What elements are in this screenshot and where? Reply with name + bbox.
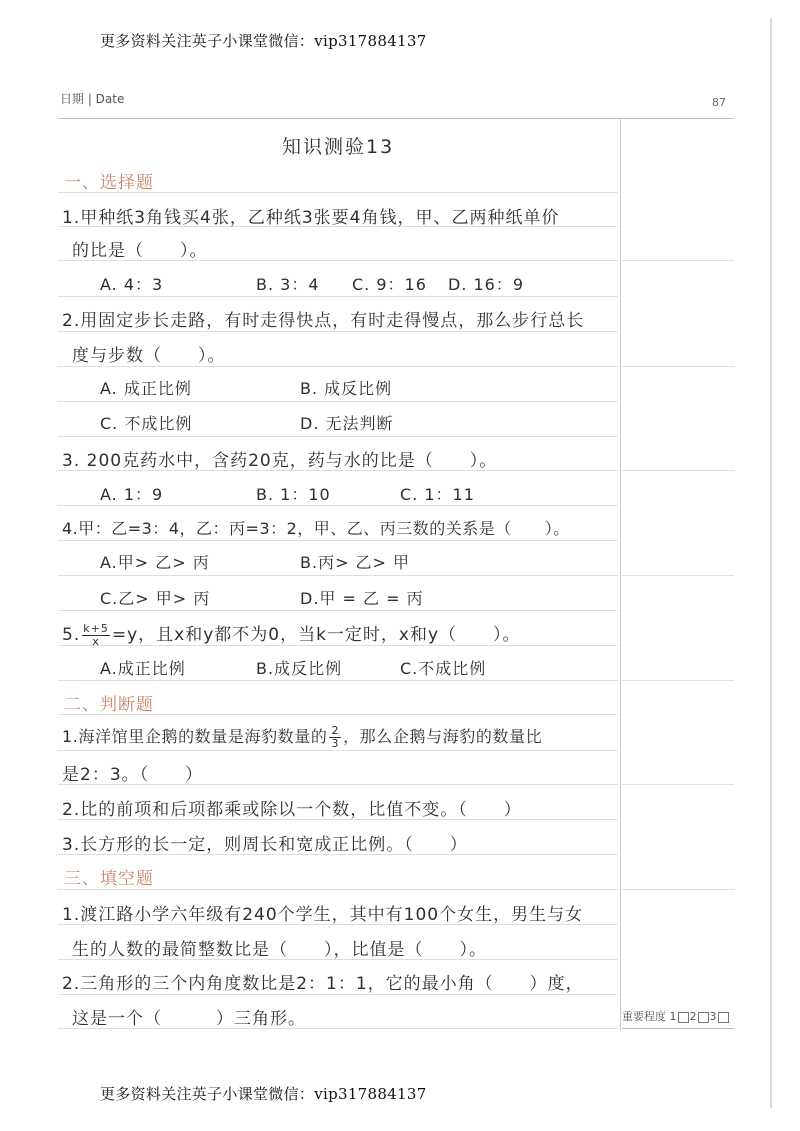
question-2-option-b: B. 成反比例 — [300, 379, 393, 398]
importance-level-1: 1 — [669, 1010, 677, 1023]
margin-rule — [620, 118, 621, 1030]
page-title: 知识测验13 — [282, 136, 395, 158]
question-5-option-a: A.成正比例 — [100, 659, 186, 678]
ruled-line — [58, 575, 618, 576]
side-line — [622, 470, 734, 471]
ruled-line — [58, 401, 618, 402]
ruled-line — [58, 366, 618, 367]
question-1-line-2: 的比是（ ）。 — [72, 241, 208, 261]
ruled-line — [58, 610, 618, 611]
fill-1-line-2: 生的人数的最简整数比是（ ），比值是（ ）。 — [72, 940, 487, 960]
ruled-line — [58, 505, 618, 506]
ruled-line — [58, 750, 618, 751]
judgment-2: 2.比的前项和后项都乘或除以一个数，比值不变。（ ） — [62, 800, 522, 820]
side-line — [622, 889, 734, 890]
ruled-line — [58, 680, 618, 681]
question-4-option-d: D.甲 = 乙 = 丙 — [300, 589, 424, 608]
importance-label: 重要程度 — [622, 1010, 666, 1023]
fill-2-line-1: 2.三角形的三个内角度数比是2：1：1，它的最小角（ ）度， — [62, 974, 584, 994]
judgment-1-line-1 — [62, 724, 542, 750]
side-line — [622, 784, 734, 785]
question-4-option-c: C.乙> 甲> 丙 — [100, 589, 211, 608]
question-2-line-2: 度与步数（ ）。 — [72, 346, 226, 366]
fraction — [82, 623, 110, 648]
question-4-option-a: A.甲> 乙> 丙 — [100, 553, 210, 572]
side-line — [622, 680, 734, 681]
fraction-denominator: x — [92, 634, 100, 648]
question-4-option-b: B.丙> 乙> 甲 — [300, 553, 411, 572]
question-5-option-b: B.成反比例 — [256, 659, 343, 678]
question-1-option-c: C. 9：16 — [352, 275, 427, 294]
judgment-1-line-2: 是2：3。（ ） — [62, 765, 204, 785]
ruled-line — [58, 296, 618, 297]
ruled-line — [58, 540, 618, 541]
section-heading-fill: 三、填空题 — [64, 869, 154, 889]
page-edge — [770, 18, 772, 1108]
question-5-option-c: C.不成比例 — [400, 659, 487, 678]
watermark-top: 更多资料关注英子小课堂微信：vip317884137 — [100, 32, 427, 50]
question-1-option-a: A. 4：3 — [100, 275, 164, 294]
footer-rule — [622, 1028, 734, 1029]
question-3-option-c: C. 1：11 — [400, 485, 475, 504]
judgment-3: 3.长方形的长一定，则周长和宽成正比例。（ ） — [62, 835, 468, 855]
date-label: 日期 | Date — [60, 92, 125, 106]
question-2-option-a: A. 成正比例 — [100, 379, 192, 398]
question-1-option-b: B. 3：4 — [256, 275, 320, 294]
side-line — [622, 575, 734, 576]
fill-1-line-1: 1.渡江路小学六年级有240个学生，其中有100个女生，男生与女 — [62, 905, 584, 925]
checkbox-icon[interactable] — [678, 1012, 689, 1023]
question-4-line-1: 4.甲：乙=3：4，乙：丙=3：2，甲、乙、丙三数的关系是（ ）。 — [62, 519, 570, 538]
ruled-line — [58, 436, 618, 437]
checkbox-icon[interactable] — [718, 1012, 729, 1023]
fill-2-line-2: 这是一个（ ）三角形。 — [72, 1009, 306, 1029]
ruled-line — [58, 889, 618, 890]
question-5-text: =y，且x和y都不为0，当k一定时，x和y（ ）。 — [111, 625, 521, 645]
judgment-1-pre: 1.海洋馆里企鹅的数量是海豹数量的 — [62, 727, 328, 746]
importance-level-3: 3 — [709, 1010, 717, 1023]
question-3-line-1: 3. 200克药水中，含药20克，药与水的比是（ ）。 — [62, 451, 498, 471]
question-5-number: 5. — [62, 625, 81, 645]
fraction-numerator: 2 — [331, 724, 340, 737]
section-heading-choice: 一、选择题 — [64, 173, 154, 193]
fraction — [329, 725, 341, 750]
judgment-1-post: ，那么企鹅与海豹的数量比 — [343, 727, 543, 746]
question-1-line-1: 1.甲种纸3角钱买4张，乙种纸3张要4角钱，甲、乙两种纸单价 — [62, 208, 560, 228]
question-2-option-d: D. 无法判断 — [300, 414, 394, 433]
side-line — [622, 366, 734, 367]
section-heading-judgment: 二、判断题 — [64, 695, 154, 715]
question-1-option-d: D. 16：9 — [448, 275, 525, 294]
question-2-option-c: C. 不成比例 — [100, 414, 193, 433]
watermark-bottom: 更多资料关注英子小课堂微信：vip317884137 — [100, 1085, 427, 1103]
side-line — [622, 260, 734, 261]
page-number: 87 — [712, 96, 726, 109]
question-5-line-1 — [62, 620, 521, 648]
question-3-option-b: B. 1：10 — [256, 485, 331, 504]
question-3-option-a: A. 1：9 — [100, 485, 164, 504]
importance-rating — [622, 1008, 734, 1024]
checkbox-icon[interactable] — [698, 1012, 709, 1023]
ruled-line — [58, 994, 618, 995]
fraction-numerator: k+5 — [83, 621, 109, 635]
ruled-line — [58, 331, 618, 332]
question-2-line-1: 2.用固定步长走路，有时走得快点，有时走得慢点，那么步行总长 — [62, 311, 585, 331]
fraction-denominator: 3 — [331, 737, 340, 750]
importance-level-2: 2 — [689, 1010, 697, 1023]
header-rule — [58, 118, 734, 119]
